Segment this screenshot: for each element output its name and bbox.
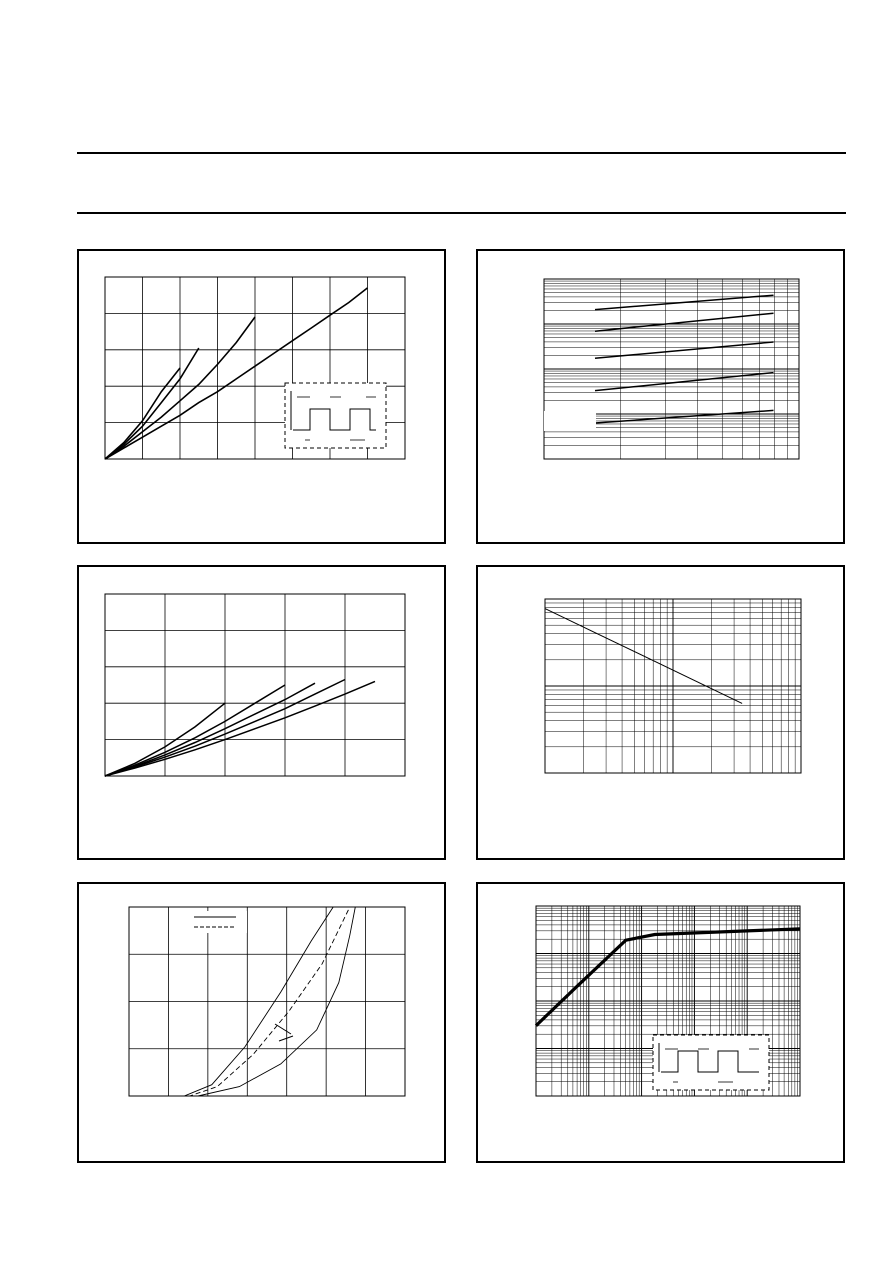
figure-panel-bottom-right: [476, 882, 845, 1163]
series-line-1: [545, 609, 742, 704]
chart-middle-left: [79, 567, 444, 858]
figure-panel-bottom-left: [77, 882, 446, 1163]
series-curve-2: [105, 348, 199, 459]
chart-bottom-right: [478, 884, 843, 1161]
top-rule: [77, 152, 846, 154]
figure-panel-middle-right: [476, 565, 845, 860]
figure-panel-top-left: [77, 249, 446, 544]
series-line-4: [595, 373, 774, 391]
annotation-arrow: [279, 1036, 293, 1041]
chart-bottom-left: [79, 884, 444, 1161]
series-line-3: [595, 342, 774, 358]
annotation-arrow: [275, 1024, 291, 1034]
bottom-rule: [77, 212, 846, 214]
figure-panel-top-right: [476, 249, 845, 544]
inset-box: [653, 1035, 769, 1090]
inset-box: [285, 383, 386, 448]
chart-top-left: [79, 251, 444, 542]
label-mask: [544, 411, 596, 431]
legend-box: [187, 911, 247, 933]
figure-panel-middle-left: [77, 565, 446, 860]
series-curve-2: [105, 685, 285, 776]
plot-frame: [105, 594, 405, 776]
chart-top-right: [478, 251, 843, 542]
series-curve-1: [536, 929, 800, 1026]
chart-middle-right: [478, 567, 843, 858]
